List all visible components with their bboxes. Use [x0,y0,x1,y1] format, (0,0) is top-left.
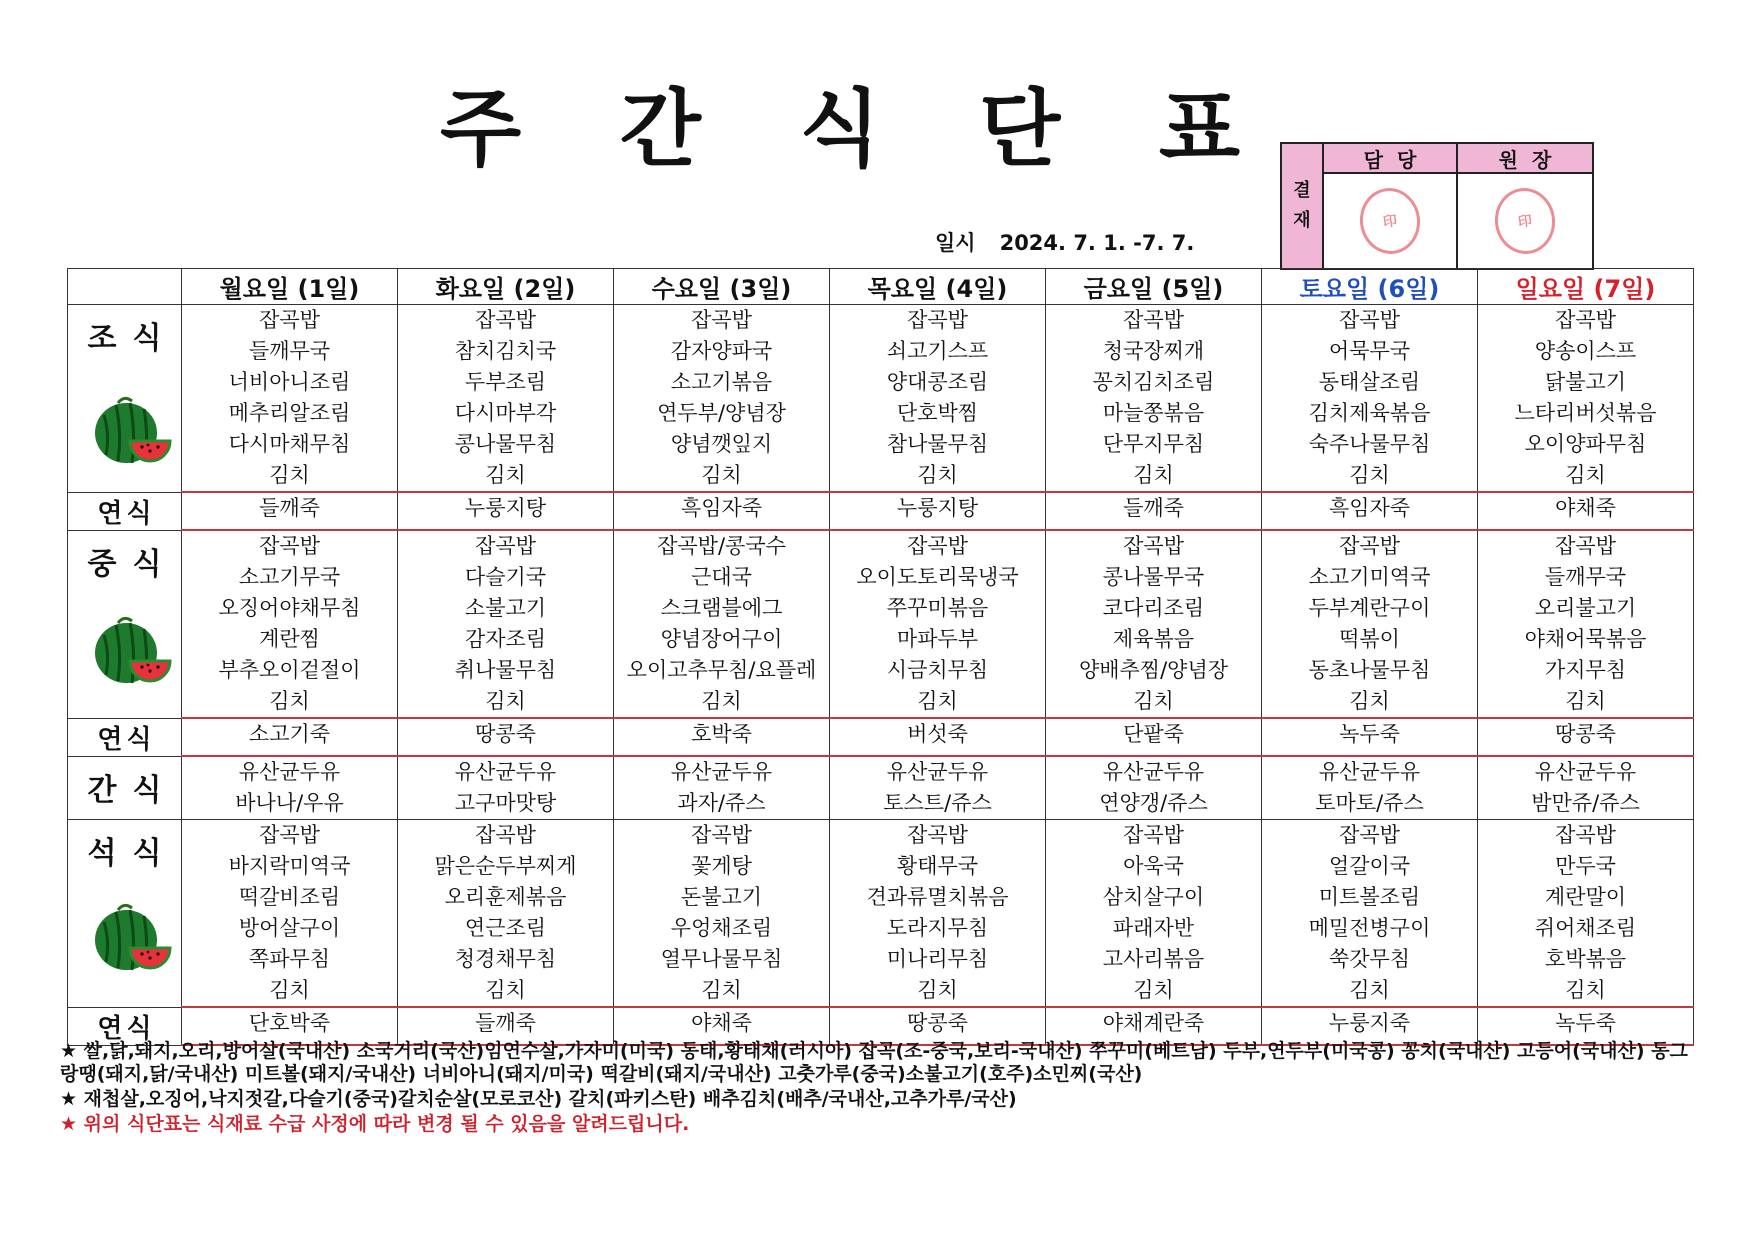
menu-item: 김치 [917,463,958,487]
origin-note: ★ 쌀,닭,돼지,오리,방어살(국내산) 소국거리(국산)임연수살,가자미(미국) 동태,황태채(러시아) 잡곡(조-중국,보리-국내산) 쭈꾸미(베트남) 두부,연두부(미국콩) 꽁치(국내산) 고등어(국내산) 동그랑땡(돼지,닭/국내산) 미트볼(돼지/국내산) 너비아니(돼지/미국) 떡갈비(돼지/국내산) 고춧가루(중국)소불고기(호주)소민찌(국산) [60,1040,1688,1085]
menu-item: 동초나물무침 [1308,658,1431,682]
menu-item: 돈불고기 [680,885,763,909]
meal-label: 조식 [87,321,178,356]
snack-cell: 흑임자죽 [1262,492,1478,530]
menu-item: 청국장찌개 [1102,339,1205,363]
watermelon-icon [90,395,172,467]
director-signature [1458,174,1592,268]
meal-cell [614,305,830,493]
menu-item: 유산균두유 [1102,760,1205,784]
menu-item: 참나물무침 [886,432,989,456]
menu-item: 김치 [1133,978,1174,1002]
menu-item: 부추오이겉절이 [218,658,361,682]
menu-item: 닭불고기 [1544,370,1627,394]
menu-item: 김치 [1349,689,1390,713]
menu-item: 유산균두유 [238,760,341,784]
menu-item: 잡곡밥 [1339,823,1400,847]
menu-item: 떡볶이 [1339,627,1400,651]
meal-label-cell [68,820,182,1008]
menu-item: 고사리볶음 [1102,947,1205,971]
menu-item: 연양갱/쥬스 [1099,791,1208,815]
meal-cell [1262,820,1478,1008]
menu-item: 파래자반 [1112,916,1195,940]
snack-cell: 들깨죽 [398,1007,614,1045]
menu-item: 토스트/쥬스 [883,791,992,815]
menu-item: 쪽파무침 [248,947,331,971]
menu-item: 시금치무침 [886,658,989,682]
meal-cell [614,820,830,1008]
menu-item: 열무나물무침 [660,947,783,971]
meal-label-cell [68,718,182,756]
meal-label: 연식 [97,1013,156,1044]
menu-item: 오이도토리묵냉국 [856,565,1019,589]
meal-cell [182,820,398,1008]
snack-cell: 녹두죽 [1262,718,1478,756]
menu-item: 꽁치김치조림 [1092,370,1215,394]
menu-item: 잡곡밥 [907,308,968,332]
menu-item: 미나리무침 [886,947,989,971]
title-char: 표 [1158,80,1240,178]
menu-item: 잡곡밥 [1123,308,1184,332]
menu-item: 콩나물무침 [454,432,557,456]
menu-item: 소고기볶음 [670,370,773,394]
menu-item: 양배추찜/양념장 [1078,658,1229,682]
menu-item: 김치 [1565,463,1606,487]
snack-cell: 흑임자죽 [614,492,830,530]
menu-item: 양송이스프 [1534,339,1637,363]
snack-cell: 야채죽 [614,1007,830,1045]
menu-item: 김치 [1349,463,1390,487]
menu-item: 잡곡밥 [691,308,752,332]
meal-cell [398,756,614,820]
menu-item: 김치 [1565,689,1606,713]
menu-item: 잡곡밥 [475,308,536,332]
menu-item: 김치 [917,978,958,1002]
meal-label-cell [68,756,182,820]
menu-item: 잡곡밥 [259,308,320,332]
menu-item: 야채어묵볶음 [1524,627,1647,651]
title-char: 식 [799,80,881,178]
watermelon-icon [90,902,172,974]
snack-cell: 들깨죽 [182,492,398,530]
menu-item: 어묵무국 [1328,339,1411,363]
menu-item: 잡곡밥 [1555,308,1616,332]
meal-cell [1478,530,1694,718]
menu-item: 계란말이 [1544,885,1627,909]
menu-item: 단무지무침 [1102,432,1205,456]
day-header-sunday: 일요일 (7일) [1478,269,1694,305]
menu-item: 김치 [1133,689,1174,713]
menu-item: 김치 [485,463,526,487]
menu-item: 견과류멸치볶음 [866,885,1009,909]
menu-item: 근대국 [691,565,752,589]
menu-item: 잡곡밥 [907,823,968,847]
menu-item: 김치 [1565,978,1606,1002]
page-title [440,62,1240,183]
meal-cell [1262,305,1478,493]
snack-cell: 소고기죽 [182,718,398,756]
menu-item: 다시마채무침 [228,432,351,456]
menu-item: 김치 [917,689,958,713]
meal-cell [182,756,398,820]
menu-item: 오이고추무침/요플레 [626,658,817,682]
menu-item: 미트볼조림 [1318,885,1421,909]
menu-item: 연근조림 [464,916,547,940]
menu-item: 김치 [1133,463,1174,487]
title-char: 단 [979,80,1061,178]
menu-item: 잡곡밥 [259,823,320,847]
menu-item: 김치 [485,978,526,1002]
menu-item: 취나물무침 [454,658,557,682]
snack-cell: 들깨죽 [1046,492,1262,530]
menu-item: 연두부/양념장 [657,401,786,425]
day-header-saturday: 토요일 (6일) [1262,269,1478,305]
menu-item: 두부계란구이 [1308,596,1431,620]
dinner-row [68,820,1694,1008]
menu-item: 감자조림 [464,627,547,651]
menu-item: 김치 [269,978,310,1002]
menu-item: 스크램블에그 [660,596,783,620]
menu-item: 떡갈비조림 [238,885,341,909]
menu-item: 잡곡밥 [1123,823,1184,847]
menu-item: 잡곡밥 [1555,823,1616,847]
menu-item: 메밀전병구이 [1308,916,1431,940]
menu-item: 토마토/쥬스 [1315,791,1424,815]
menu-item: 오징어야채무침 [218,596,361,620]
menu-item: 잡곡밥 [1555,534,1616,558]
menu-item: 김치제육볶음 [1308,401,1431,425]
meal-cell [614,756,830,820]
meal-cell [830,756,1046,820]
origin-note: ★ 재첩살,오징어,낙지젓갈,다슬기(중국)갈치순살(모로코산) 갈치(파키스탄) 배추김치(배추/국내산,고추가루/국산) [60,1088,1017,1110]
meal-cell [398,305,614,493]
meal-cell [1478,820,1694,1008]
menu-item: 코다리조림 [1102,596,1205,620]
menu-item: 김치 [1349,978,1390,1002]
meal-cell [182,530,398,718]
menu-item: 숙주나물무침 [1308,432,1431,456]
menu-item: 유산균두유 [1318,760,1421,784]
day-header: 월요일 (1일) [182,269,398,305]
watermelon-icon [90,615,172,687]
menu-item: 김치 [701,978,742,1002]
menu-item: 잡곡밥 [475,534,536,558]
menu-item: 소불고기 [464,596,547,620]
menu-item: 느타리버섯볶음 [1514,401,1657,425]
menu-item: 유산균두유 [1534,760,1637,784]
meal-label-cell [68,492,182,530]
snack-cell: 호박죽 [614,718,830,756]
menu-item: 잡곡밥 [1339,308,1400,332]
meal-label: 연식 [97,724,156,755]
day-header: 금요일 (5일) [1046,269,1262,305]
date-value: 2024. 7. 1. -7. 7. [999,231,1195,255]
date-label: 일시 [935,231,976,255]
meal-label-cell [68,530,182,718]
menu-item: 계란찜 [259,627,320,651]
menu-item: 잡곡밥 [907,534,968,558]
menu-item: 제육볶음 [1112,627,1195,651]
menu-item: 잡곡밥 [1123,534,1184,558]
menu-item: 김치 [269,463,310,487]
snack-cell: 녹두죽 [1478,1007,1694,1045]
menu-item: 황태무국 [896,854,979,878]
day-header: 수요일 (3일) [614,269,830,305]
title-char: 주 [440,80,522,178]
menu-item: 감자양파국 [670,339,773,363]
menu-item: 다시마부각 [454,401,557,425]
menu-item: 김치 [701,689,742,713]
meal-cell [830,530,1046,718]
meal-label: 연식 [97,498,156,529]
menu-item: 고구마맛탕 [454,791,557,815]
meal-cell [398,820,614,1008]
menu-item: 들깨무국 [1544,565,1627,589]
menu-item: 호박볶음 [1544,947,1627,971]
title-char: 간 [619,80,701,178]
menu-item: 아욱국 [1123,854,1184,878]
menu-item: 가지무침 [1544,658,1627,682]
menu-item: 유산균두유 [886,760,989,784]
menu-item: 잡곡밥 [259,534,320,558]
approval-box [1280,142,1594,270]
weekly-menu-table [67,268,1694,1046]
menu-item: 유산균두유 [454,760,557,784]
menu-item: 잡곡밥 [691,823,752,847]
menu-item: 다슬기국 [464,565,547,589]
menu-item: 마늘쫑볶음 [1102,401,1205,425]
menu-item: 바지락미역국 [228,854,351,878]
menu-item: 쭈꾸미볶음 [886,596,989,620]
menu-item: 잡곡밥/콩국수 [657,534,786,558]
menu-item: 우엉채조림 [670,916,773,940]
snack-cell: 땅콩죽 [1478,718,1694,756]
snack-cell: 누룽지탕 [398,492,614,530]
seal-stamp-icon: 印 [1356,184,1425,258]
menu-item: 김치 [485,689,526,713]
menu-item: 양대콩조림 [886,370,989,394]
meal-label: 석식 [87,836,178,871]
menu-item: 양념장어구이 [660,627,783,651]
menu-item: 들깨무국 [248,339,331,363]
menu-item: 잡곡밥 [475,823,536,847]
meal-cell [1046,756,1262,820]
date-line [935,227,1194,257]
menu-item: 김치 [269,689,310,713]
notice-text: ★ 위의 식단표는 식재료 수급 사정에 따라 변경 될 수 있음을 알려드립니다. [60,1113,690,1135]
snack-cell: 야채죽 [1478,492,1694,530]
meal-label-cell [68,305,182,493]
menu-item: 소고기미역국 [1308,565,1431,589]
menu-item: 너비아니조림 [228,370,351,394]
menu-item: 바나나/우유 [235,791,344,815]
menu-item: 오리훈제볶음 [444,885,567,909]
menu-item: 마파두부 [896,627,979,651]
corner-cell [68,269,182,305]
notes [60,1040,1700,1138]
meal-cell [1046,305,1262,493]
menu-item: 쇠고기스프 [886,339,989,363]
menu-item: 소고기무국 [238,565,341,589]
menu-item: 두부조림 [464,370,547,394]
menu-item: 맑은순두부찌게 [434,854,577,878]
menu-item: 메추리알조림 [228,401,351,425]
menu-item: 유산균두유 [670,760,773,784]
snack-cell: 누룽지탕 [830,492,1046,530]
menu-item: 방어살구이 [238,916,341,940]
meal-cell [1262,530,1478,718]
menu-item: 밤만쥬/쥬스 [1531,791,1640,815]
meal-label: 간식 [87,772,178,808]
day-header: 화요일 (2일) [398,269,614,305]
snack-cell: 단호박죽 [182,1007,398,1045]
approval-col-manager: 담당 [1324,144,1458,174]
meal-cell [182,305,398,493]
menu-item: 콩나물무국 [1102,565,1205,589]
menu-item: 얼갈이국 [1328,854,1411,878]
day-header-row [68,269,1694,305]
menu-item: 과자/쥬스 [677,791,766,815]
meal-cell [1262,756,1478,820]
meal-cell [1046,820,1262,1008]
menu-item: 단호박찜 [896,401,979,425]
menu-item: 도라지무침 [886,916,989,940]
approval-col-director: 원장 [1458,144,1592,174]
menu-item: 꽃게탕 [691,854,752,878]
snack-cell: 누룽지죽 [1262,1007,1478,1045]
menu-item: 삼치살구이 [1102,885,1205,909]
snack-cell: 버섯죽 [830,718,1046,756]
menu-item: 양념깻잎지 [670,432,773,456]
menu-item: 참치김치국 [454,339,557,363]
meal-cell [614,530,830,718]
meal-cell [1478,756,1694,820]
meal-cell [830,305,1046,493]
meal-label: 중식 [87,546,178,582]
meal-cell [830,820,1046,1008]
breakfast-row [68,305,1694,493]
menu-item: 쥐어채조림 [1534,916,1637,940]
meal-cell [1046,530,1262,718]
menu-item: 만두국 [1555,854,1616,878]
menu-item: 쑥갓무침 [1328,947,1411,971]
snack-cell: 야채계란죽 [1046,1007,1262,1045]
snack1-row [68,492,1694,530]
manager-signature [1324,174,1458,268]
menu-item: 잡곡밥 [1339,534,1400,558]
approval-label: 결 재 [1282,144,1324,268]
day-header: 목요일 (4일) [830,269,1046,305]
snack-cell: 단팥죽 [1046,718,1262,756]
meal-cell [1478,305,1694,493]
snack-cell: 땅콩죽 [830,1007,1046,1045]
seal-stamp-icon: 印 [1491,184,1560,258]
menu-item: 김치 [701,463,742,487]
menu-item: 오이양파무침 [1524,432,1647,456]
menu-item: 동태살조림 [1318,370,1421,394]
menu-item: 오리불고기 [1534,596,1637,620]
menu-item: 청경채무침 [454,947,557,971]
snack-cell: 땅콩죽 [398,718,614,756]
afternoon-row [68,756,1694,820]
meal-cell [398,530,614,718]
snack2-row [68,718,1694,756]
lunch-row [68,530,1694,718]
